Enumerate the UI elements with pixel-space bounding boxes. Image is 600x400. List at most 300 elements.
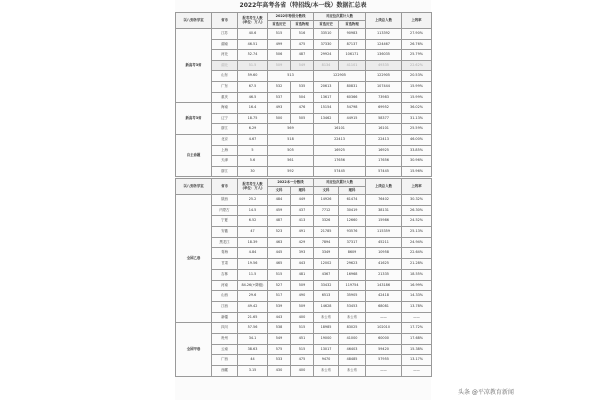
table-row (176, 323, 432, 334)
count-cell: 106171 (339, 50, 366, 61)
score-line-cell: 517 (268, 291, 291, 302)
group-label: 全国甲卷 (176, 323, 212, 376)
group-label: 新高考3省 (176, 29, 212, 103)
rate-cell: —— (402, 312, 432, 323)
province-cell: 山西 (212, 291, 238, 302)
applicants-cell: 49.42 (238, 301, 268, 312)
rate-cell: 22.62% (402, 60, 432, 71)
count-cell: 未公布 (339, 366, 366, 377)
score-line-cell: 516 (291, 29, 314, 40)
score-line-cell: 509 (268, 60, 291, 71)
header-province: 省市 (212, 179, 238, 195)
province-cell: 上海 (212, 145, 238, 156)
table-row (176, 280, 432, 291)
province-cell: 天津 (212, 156, 238, 167)
table-row (176, 205, 432, 216)
header-applicants: 报考考生人数 (单位：万人) (238, 179, 268, 195)
score-line-cell: 490 (291, 291, 314, 302)
score-line-cell: 549 (268, 333, 291, 344)
count-cell: 90983 (339, 29, 366, 40)
score-line-cell: 443 (291, 259, 314, 270)
table-row (176, 312, 432, 323)
score-line-cell: 491 (291, 227, 314, 238)
count-cell: 80831 (339, 81, 366, 92)
rate-cell: 15.38% (402, 344, 432, 355)
table-special-line (175, 12, 432, 177)
count-cell: 4367 (314, 269, 339, 280)
header-count-sub: 首选历史 (314, 21, 339, 29)
total-cell: 42418 (366, 291, 402, 302)
province-cell: 海南 (212, 103, 238, 114)
group-label: 自主命题 (176, 134, 212, 176)
province-cell: 辽宁 (212, 113, 238, 124)
applicants-cell: 84.26(+降级) (238, 280, 268, 291)
applicants-cell: 57.56 (238, 323, 268, 334)
total-cell: 49335 (366, 60, 402, 71)
score-line-cell: 561 (268, 156, 314, 167)
table-row (176, 166, 432, 177)
applicants-cell: 40.6 (238, 29, 268, 40)
table-row (176, 29, 432, 40)
table-row (176, 71, 432, 82)
table-row (176, 113, 432, 124)
rate-cell: 46.00% (402, 134, 432, 145)
total-cell: 115359 (366, 227, 402, 238)
total-cell: 69952 (366, 103, 402, 114)
count-cell: 3326 (314, 216, 339, 227)
count-cell: 48485 (339, 355, 366, 366)
applicants-cell: 38.63 (238, 344, 268, 355)
score-line-cell: 549 (291, 60, 314, 71)
total-cell: 22413 (366, 134, 402, 145)
total-cell: 136035 (366, 50, 402, 61)
score-line-cell: 400 (291, 312, 314, 323)
score-line-cell: 465 (268, 259, 291, 270)
rate-cell: —— (402, 366, 432, 377)
total-cell: 38131 (366, 205, 402, 216)
header-group: 以八到各学室 (176, 179, 212, 195)
score-line-cell: 533 (268, 355, 291, 366)
watermark: 头条 @平凉教育新闻 (458, 389, 514, 396)
table-row (176, 156, 432, 167)
score-line-cell: 535 (291, 81, 314, 92)
total-cell: 15986 (366, 216, 402, 227)
score-line-cell: 504 (291, 92, 314, 103)
score-line-cell: 515 (268, 29, 291, 40)
rate-cell: 27.90% (402, 29, 432, 40)
table-row (176, 39, 432, 50)
applicants-cell: 67.5 (238, 81, 268, 92)
table-row (176, 124, 432, 135)
score-line-cell: 509 (291, 301, 314, 312)
province-cell: 甘肃 (212, 259, 238, 270)
table-row (176, 333, 432, 344)
province-cell: 浙江 (212, 124, 238, 135)
applicants-cell: 18.75 (238, 113, 268, 124)
count-cell: 119754 (339, 280, 366, 291)
count-cell: 54798 (339, 103, 366, 114)
province-cell: 广东 (212, 81, 238, 92)
count-cell: 57445 (314, 166, 366, 177)
score-line-cell: 443 (268, 312, 291, 323)
applicants-cell: 16.4 (238, 103, 268, 114)
province-cell: 黑龙江 (212, 237, 238, 248)
score-line-cell: 523 (268, 227, 291, 238)
applicants-cell: 46.5 (238, 92, 268, 103)
province-cell: 河南 (212, 280, 238, 291)
rate-cell: 20.53% (402, 71, 432, 82)
total-cell: 10958 (366, 248, 402, 259)
total-cell: 57445 (366, 166, 402, 177)
header-applicants: 报考考生人数 (单位：万人) (238, 13, 268, 29)
applicants-cell: 18.39 (238, 237, 268, 248)
count-cell: 16101 (314, 124, 366, 135)
province-cell: 湖南 (212, 39, 238, 50)
count-cell: 7712 (314, 205, 339, 216)
count-cell: 29924 (314, 50, 339, 61)
total-cell: 73983 (366, 92, 402, 103)
applicants-cell: 29.6 (238, 291, 268, 302)
score-line-cell: 500 (268, 113, 291, 124)
count-cell: 8134 (314, 60, 339, 71)
score-line-cell: 538 (268, 323, 291, 334)
table-row (176, 366, 432, 377)
score-line-cell: 449 (291, 195, 314, 206)
count-cell: 21785 (314, 227, 339, 238)
table-row (176, 269, 432, 280)
count-cell: 20613 (314, 81, 339, 92)
table-row (176, 227, 432, 238)
rate-cell: 31.13% (402, 113, 432, 124)
total-cell: 45211 (366, 237, 402, 248)
count-cell: 15154 (314, 103, 339, 114)
rate-cell: 24.94% (402, 237, 432, 248)
province-cell: 湖北 (212, 60, 238, 71)
rate-cell: 21.28% (402, 259, 432, 270)
applicants-cell: 30 (238, 166, 268, 177)
count-cell: 13617 (314, 92, 339, 103)
header-total: 上线总人数 (366, 13, 402, 29)
header-line-sub: 首选物理 (291, 21, 314, 29)
header-line-sub: 首选历史 (268, 21, 291, 29)
score-line-cell: 400 (291, 366, 314, 377)
score-line-cell: 475 (291, 39, 314, 50)
score-line-cell: 463 (268, 237, 291, 248)
applicants-cell: 34.1 (238, 333, 268, 344)
table-row (176, 195, 432, 206)
score-line-cell: 515 (291, 344, 314, 355)
score-line-cell: 537 (268, 92, 291, 103)
score-line-cell: 481 (291, 269, 314, 280)
score-line-cell: 459 (268, 205, 291, 216)
table-row (176, 237, 432, 248)
rate-cell: 30.32% (402, 195, 432, 206)
header-rate: 上线率 (402, 13, 432, 29)
province-cell: 青海 (212, 248, 238, 259)
applicants-cell: 47 (238, 227, 268, 238)
table-row (176, 145, 432, 156)
province-cell: 河北 (212, 50, 238, 61)
rate-cell: 17.68% (402, 333, 432, 344)
province-cell: 西藏 (212, 366, 238, 377)
total-cell: 143186 (366, 280, 402, 291)
count-cell: 19000 (314, 333, 339, 344)
applicants-cell: 59.60 (238, 71, 268, 82)
province-cell: 北京 (212, 134, 238, 145)
count-cell: 未公布 (339, 312, 366, 323)
rate-cell: 14.33% (402, 291, 432, 302)
count-cell: 46403 (339, 344, 366, 355)
province-cell: 宁夏 (212, 216, 238, 227)
count-cell: 13017 (314, 344, 339, 355)
rate-cell: 26.30% (402, 205, 432, 216)
province-cell: 安徽 (212, 227, 238, 238)
province-cell: 贵州 (212, 333, 238, 344)
score-line-cell: 569 (268, 124, 314, 135)
rate-cell: 13.78% (402, 301, 432, 312)
count-cell: 6513 (314, 291, 339, 302)
rate-cell: 18.55% (402, 269, 432, 280)
table-row (176, 355, 432, 366)
applicants-cell: 21.65 (238, 312, 268, 323)
score-line-cell: 487 (268, 216, 291, 227)
score-line-cell: 451 (291, 333, 314, 344)
count-cell: 33432 (314, 280, 339, 291)
province-cell: 江西 (212, 301, 238, 312)
rate-cell: 17.72% (402, 323, 432, 334)
count-cell: 41000 (339, 333, 366, 344)
total-cell: 57955 (366, 355, 402, 366)
province-cell: 浙江 (212, 166, 238, 177)
total-cell: —— (366, 312, 402, 323)
province-cell: 云南 (212, 344, 238, 355)
rate-cell: 24.52% (402, 216, 432, 227)
header-line-sub: 理科 (291, 187, 314, 195)
count-cell: 16968 (339, 269, 366, 280)
total-cell: —— (366, 366, 402, 377)
rate-cell: 22.64% (402, 248, 432, 259)
score-line-cell: 575 (268, 344, 291, 355)
table-row (176, 301, 432, 312)
count-cell: 12002 (314, 259, 339, 270)
count-cell: 22413 (314, 134, 366, 145)
rate-cell: 13.17% (402, 355, 432, 366)
applicants-cell: 4.67 (238, 134, 268, 145)
total-cell: 16925 (366, 145, 402, 156)
score-line-cell: 499 (268, 39, 291, 50)
count-cell: 8609 (339, 248, 366, 259)
score-line-cell: 515 (268, 269, 291, 280)
applicants-cell: 52.74 (238, 50, 268, 61)
rate-cell: 25.79% (402, 50, 432, 61)
score-line-cell: 493 (268, 103, 291, 114)
table-tier-one-line (175, 178, 432, 377)
rate-cell: 15.96% (402, 166, 432, 177)
count-cell: 37330 (314, 39, 339, 50)
applicants-cell: 14.5 (238, 205, 268, 216)
applicants-cell: 4.84 (238, 248, 268, 259)
province-cell: 重庆 (212, 92, 238, 103)
province-cell: 广西 (212, 355, 238, 366)
province-cell: 新疆 (212, 312, 238, 323)
province-cell: 吉林 (212, 269, 238, 280)
rate-cell: 16.99% (402, 280, 432, 291)
applicants-cell: 25.2 (238, 195, 268, 206)
table-row (176, 216, 432, 227)
total-cell: 58377 (366, 113, 402, 124)
table-row (176, 50, 432, 61)
count-cell: 9470 (314, 355, 339, 366)
score-line-cell: 505 (291, 113, 314, 124)
table-row (176, 92, 432, 103)
header-score-line: 2022本一分数线 (268, 179, 314, 187)
count-cell: 12660 (339, 216, 366, 227)
header-group: 以八到各学室 (176, 13, 212, 29)
group-label: 全国乙卷 (176, 195, 212, 323)
total-cell: 113392 (366, 29, 402, 40)
score-line-cell: 505 (268, 145, 314, 156)
province-cell: 四川 (212, 323, 238, 334)
table-row (176, 134, 432, 145)
count-cell: 未公布 (314, 312, 339, 323)
score-line-cell: 413 (291, 216, 314, 227)
header-count-sub: 理科 (339, 187, 366, 195)
applicants-cell: 3.15 (238, 366, 268, 377)
table-row (176, 248, 432, 259)
count-cell: 16925 (314, 145, 366, 156)
header-cumulative-count: 对应位次累计人数 (314, 179, 366, 187)
applicants-cell: 19.56 (238, 259, 268, 270)
applicants-cell: 5 (238, 145, 268, 156)
total-cell: 17656 (366, 156, 402, 167)
table-row (176, 81, 432, 92)
rate-cell: 33.85% (402, 145, 432, 156)
count-cell: 61474 (339, 195, 366, 206)
count-cell: 37317 (339, 237, 366, 248)
score-line-cell: 475 (291, 355, 314, 366)
count-cell: 60366 (339, 92, 366, 103)
header-row (176, 13, 432, 21)
table-row (176, 291, 432, 302)
document-title: 2022年高考各省（特招线/本一线）数据汇总表 (239, 2, 367, 9)
score-line-cell: 430 (268, 366, 291, 377)
count-cell: 7894 (314, 237, 339, 248)
score-line-cell: 527 (268, 280, 291, 291)
count-cell: 29623 (339, 259, 366, 270)
rate-cell: 15.99% (402, 81, 432, 92)
total-cell: 60000 (366, 333, 402, 344)
score-line-cell: 506 (268, 50, 291, 61)
applicants-cell: 6.29 (238, 124, 268, 135)
score-line-cell: 509 (291, 280, 314, 291)
table-row (176, 344, 432, 355)
header-line-sub: 文科 (268, 187, 291, 195)
header-row (176, 179, 432, 187)
count-cell: 93576 (339, 227, 366, 238)
total-cell: 16101 (366, 124, 402, 135)
applicants-cell: 5.6 (238, 156, 268, 167)
applicants-cell: 6.52 (238, 216, 268, 227)
header-count-sub: 首选物理 (339, 21, 366, 29)
count-cell: 3349 (314, 248, 339, 259)
count-cell: 未公布 (314, 366, 339, 377)
table-row (176, 259, 432, 270)
count-cell: 30419 (339, 205, 366, 216)
applicants-cell: 46.51 (238, 39, 268, 50)
score-line-cell: 592 (268, 166, 314, 177)
score-line-cell: 429 (291, 237, 314, 248)
table-row (176, 60, 432, 71)
header-count-sub: 文科 (314, 187, 339, 195)
table-row (176, 103, 432, 114)
header-total: 上线总人数 (366, 179, 402, 195)
total-cell: 107444 (366, 81, 402, 92)
count-cell: 83025 (339, 323, 366, 334)
header-score-line: 2022年特招分数线 (268, 13, 314, 21)
rate-cell: 26.76% (402, 39, 432, 50)
total-cell: 76402 (366, 195, 402, 206)
total-cell: 41625 (366, 259, 402, 270)
count-cell: 53453 (339, 301, 366, 312)
header-rate: 上线率 (402, 179, 432, 195)
group-label: 新高考3省 (176, 103, 212, 135)
total-cell: 21335 (366, 269, 402, 280)
header-province: 省市 (212, 13, 238, 29)
rate-cell: 15.99% (402, 92, 432, 103)
score-line-cell: 513 (268, 71, 314, 82)
count-cell: 122905 (314, 71, 366, 82)
score-line-cell: 437 (291, 205, 314, 216)
count-cell: 14926 (314, 195, 339, 206)
province-cell: 山东 (212, 71, 238, 82)
count-cell: 14628 (314, 301, 339, 312)
province-cell: 内蒙古 (212, 205, 238, 216)
rate-cell: 36.02% (402, 103, 432, 114)
total-cell: 122905 (366, 71, 402, 82)
score-line-cell: 393 (291, 248, 314, 259)
count-cell: 87137 (339, 39, 366, 50)
total-cell: 59420 (366, 344, 402, 355)
applicants-cell: 44 (238, 355, 268, 366)
score-line-cell: 532 (268, 81, 291, 92)
total-cell: 68081 (366, 301, 402, 312)
header-cumulative-count: 对应位次累计人数 (314, 13, 366, 21)
count-cell: 33510 (314, 29, 339, 40)
document-sheet (175, 0, 431, 400)
province-cell: 江苏 (212, 29, 238, 40)
rate-cell: 25.13% (402, 227, 432, 238)
score-line-cell: 445 (268, 248, 291, 259)
rate-cell: 25.59% (402, 124, 432, 135)
applicants-cell: 11.5 (238, 269, 268, 280)
count-cell: 13462 (314, 113, 339, 124)
score-line-cell: 518 (268, 134, 314, 145)
count-cell: 41101 (339, 60, 366, 71)
score-line-cell: 487 (291, 50, 314, 61)
count-cell: 35905 (339, 291, 366, 302)
province-cell: 陕西 (212, 195, 238, 206)
count-cell: 44915 (339, 113, 366, 124)
score-line-cell: 476 (291, 103, 314, 114)
count-cell: 17656 (314, 156, 366, 167)
rate-cell: 30.96% (402, 156, 432, 167)
score-line-cell: 515 (291, 323, 314, 334)
score-line-cell: 539 (268, 301, 291, 312)
total-cell: 102010 (366, 323, 402, 334)
total-cell: 124467 (366, 39, 402, 50)
count-cell: 18985 (314, 323, 339, 334)
score-line-cell: 484 (268, 195, 291, 206)
